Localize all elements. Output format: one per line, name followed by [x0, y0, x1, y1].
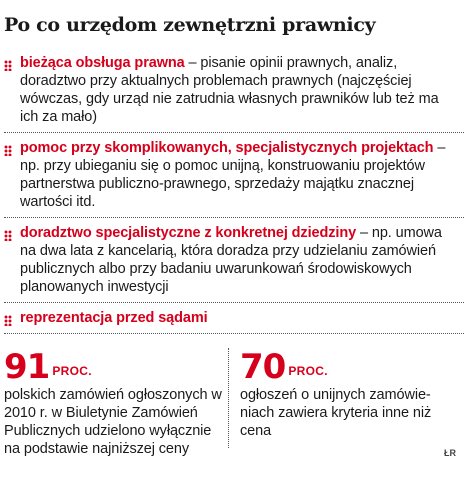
dotted-bullet-icon [4, 230, 12, 241]
item-body: – pisanie opinii prawnych, analiz, doradztwo przy aktualnych problemach prawnych (najczęściej wówczas, gdy urząd nie zatrudnia własnych prawników lub też ma ich za mało) [20, 55, 439, 125]
list-item [0, 54, 468, 126]
item-heading: pomoc przy skomplikowanych, specjalistycznych projektach [20, 140, 434, 156]
stat-block-70 [240, 348, 445, 440]
stat-number: 91 [4, 347, 50, 387]
item-text [20, 54, 460, 126]
item-list [0, 54, 468, 340]
stat-unit: PROC. [288, 364, 328, 378]
item-text [20, 139, 460, 211]
dotted-separator [4, 333, 464, 334]
stat-block-91 [4, 348, 222, 458]
stat-description: polskich zamówień ogłoszonych w 2010 r. w Biuletynie Zamówień Publicznych udzielono wyłącznie na podstawie najniższej ceny [4, 387, 222, 457]
list-item [0, 309, 468, 327]
dotted-separator [4, 302, 464, 303]
page-title: Po co urzędom zewnętrzni prawnicy [4, 14, 376, 36]
stat-number: 70 [240, 347, 286, 387]
stat-unit: PROC. [52, 364, 92, 378]
item-body: – np. przy ubieganiu się o pomoc unijną, konstruowaniu projektów partnerstwa publiczno-prawnego, sprzedaży majątku znacznej wartości itd. [20, 140, 446, 210]
item-heading: doradztwo specjalistyczne z konkretnej dziedziny [20, 225, 357, 241]
list-item [0, 139, 468, 211]
dotted-separator [4, 217, 464, 218]
stat-header [240, 348, 445, 386]
item-heading: reprezentacja przed sądami [20, 310, 208, 326]
stat-description: ogłoszeń o unijnych zamówie-niach zawiera kryteria inne niż cena [240, 387, 432, 439]
author-credit: ŁR [444, 448, 456, 458]
item-text [20, 224, 460, 296]
stats-section [0, 348, 468, 460]
stat-header [4, 348, 222, 386]
vertical-divider [228, 348, 229, 448]
list-item [0, 224, 468, 296]
item-heading: bieżąca obsługa prawna [20, 55, 185, 71]
item-text [20, 309, 460, 327]
item-body: – np. umowa na dwa lata z kancelarią, która doradza przy udzielaniu zamówień publicznych albo przy badaniu uwarunkowań środowiskowych planowanych inwestycji [20, 225, 442, 295]
dotted-bullet-icon [4, 60, 12, 71]
dotted-separator [4, 132, 464, 133]
dotted-bullet-icon [4, 145, 12, 156]
dotted-bullet-icon [4, 315, 12, 326]
